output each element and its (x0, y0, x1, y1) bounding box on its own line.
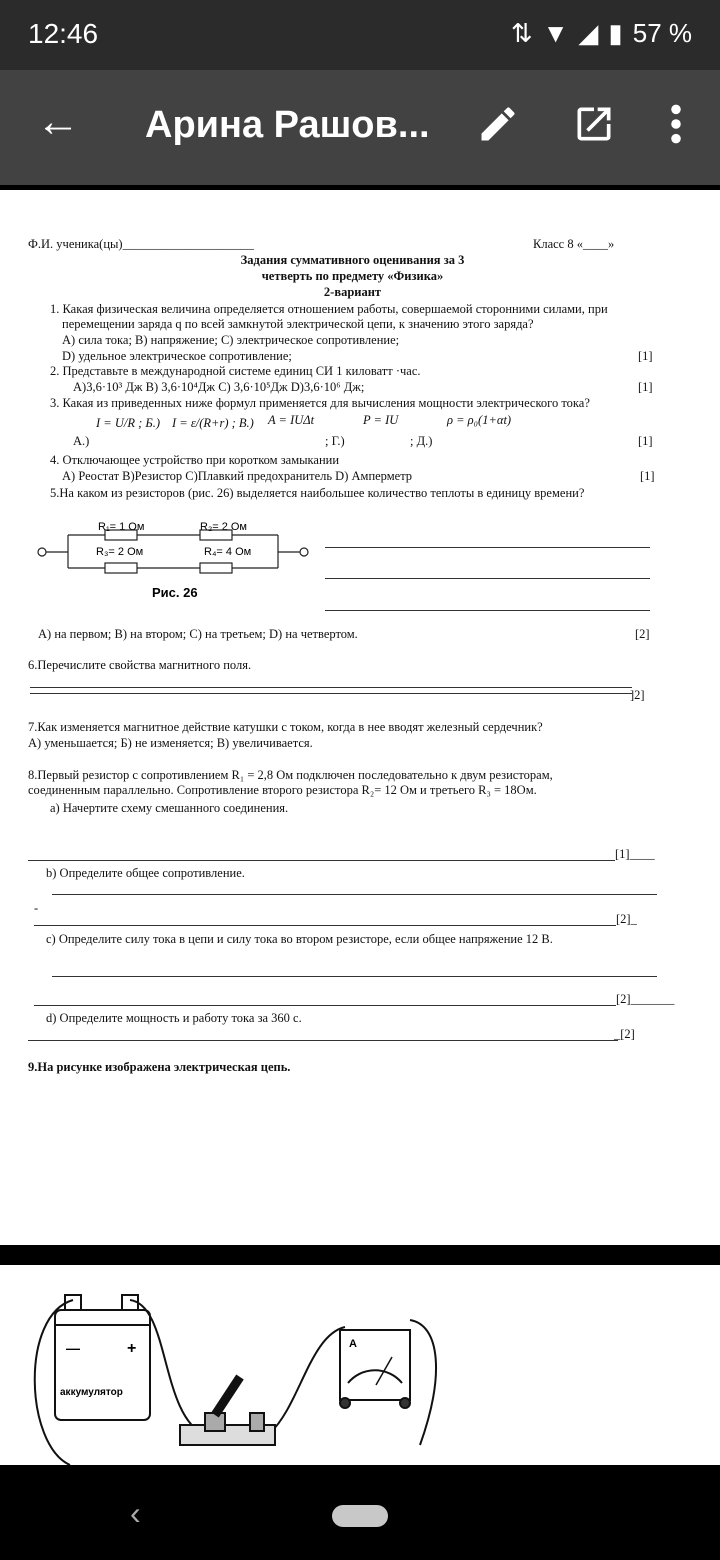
variant-label: 2-вариант (323, 285, 382, 299)
q8b-text: b) Определите общее сопротивление. (46, 866, 245, 880)
q2-options: А)3,6·10³ Дж В) 3,6·10⁴Дж С) 3,6·10⁵Дж D)3,6·10⁶ Дж; (73, 380, 365, 394)
answer-line (28, 1040, 618, 1041)
dash-mark: - (34, 901, 39, 915)
resistor-r2-label: R₂= 2 Ом (200, 521, 247, 533)
nav-back-button[interactable]: ‹ (130, 1495, 141, 1531)
q1-options: D) удельное электрическое сопротивление; (62, 349, 292, 363)
q4-text: 4. Отключающее устройство при коротком замыкании (50, 453, 340, 467)
q3-letter: ; Г.) (325, 434, 345, 448)
answer-line (52, 976, 657, 977)
q5-mark: [2] (635, 627, 650, 641)
answer-line (34, 1005, 616, 1006)
open-external-icon[interactable] (572, 102, 616, 146)
status-icons (511, 18, 692, 49)
document-title: Арина Рашов... (145, 104, 430, 146)
data-transfer-icon: ⇅ (510, 18, 533, 48)
q2-mark: [1] (638, 380, 653, 394)
q3-formula-e: ρ = ρ₀(1+αt) (447, 413, 512, 427)
q3-letter: ; Д.) (410, 434, 433, 448)
q3-formula-d: P = IU (363, 413, 399, 427)
battery-percent: 57 % (632, 18, 692, 48)
app-bar (0, 70, 720, 185)
answer-line (325, 610, 650, 611)
class-field: Класс 8 «____» (533, 237, 615, 251)
q1-options: А) сила тока; В) напряжение; С) электрическое сопротивление; (62, 333, 400, 347)
q3-formula-c: A = IUΔt (268, 413, 315, 427)
navigation-bar (0, 1465, 720, 1560)
answer-line (52, 894, 657, 895)
wifi-icon: ▼ (542, 18, 569, 48)
clock: 12:46 (28, 18, 99, 49)
q2-text: 2. Представьте в международной системе единиц СИ 1 киловатт ·час. (50, 364, 421, 378)
q8a-text: а) Начертите схему смешанного соединения. (50, 801, 289, 815)
q7-options: А) уменьшается; Б) не изменяется; В) увеличивается. (28, 736, 313, 750)
q1-mark: [1] (638, 349, 653, 363)
cell-signal-icon: ◢ (578, 18, 599, 48)
q8c-text: с) Определите силу тока в цепи и силу тока во втором резисторе, если общее напряжение 12 В. (46, 932, 553, 946)
q6-mark: ]2] (630, 688, 645, 702)
q3-formula-b: I = ε/(R+r) ; В.) (172, 416, 254, 430)
answer-line (325, 578, 650, 579)
document-page-2[interactable] (0, 1265, 720, 1465)
header-line-1: Задания суммативного оценивания за 3 (240, 253, 465, 267)
document-page[interactable] (0, 190, 720, 1245)
resistor-r1-label: R₁= 1 Ом (98, 521, 145, 533)
circuit-diagram (30, 512, 320, 612)
pencil-icon[interactable] (476, 102, 520, 146)
arrow-back-icon[interactable]: ← (36, 97, 80, 146)
q8b-mark: [2]_ (616, 912, 637, 926)
q5-options: А) на первом; В) на втором; С) на третьем; D) на четвертом. (38, 627, 358, 641)
more-vert-icon[interactable] (664, 102, 688, 146)
status-bar (0, 0, 720, 70)
q3-text: 3. Какая из приведенных ниже формул применяется для вычисления мощности электрического тока? (50, 396, 590, 410)
ammeter-label: A (349, 1338, 357, 1350)
q8d-mark: _[2] (614, 1027, 635, 1041)
q1-text: перемещении заряда q по всей замкнутой электрической цепи, к значению этого заряда? (62, 317, 534, 331)
q8-text: соединенным параллельно. Сопротивление второго резистора R₂= 12 Ом и третьего R₃ = 18Ом. (28, 783, 537, 797)
home-pill-button[interactable] (332, 1505, 388, 1527)
q8d-text: d) Определите мощность и работу тока за 360 с. (46, 1011, 302, 1025)
q3-formula-a: I = U/R ; Б.) (96, 416, 161, 430)
battery-minus-label: — (66, 1340, 80, 1356)
battery-plus-label: + (127, 1340, 137, 1357)
student-name-field: Ф.И. ученика(цы)_____________________ (28, 237, 254, 251)
q8c-mark: [2]_______ (616, 992, 675, 1006)
answer-line (28, 860, 615, 861)
answer-line (34, 925, 616, 926)
q7-text: 7.Как изменяется магнитное действие катушки с током, когда в нее вводят железный сердечник? (28, 720, 543, 734)
battery-label: аккумулятор (60, 1387, 123, 1398)
resistor-r4-label: R₄= 4 Ом (204, 546, 252, 558)
q4-options: А) Реостат В)Резистор С)Плавкий предохранитель D) Амперметр (62, 469, 413, 483)
q3-mark: [1] (638, 434, 653, 448)
q8a-mark: [1]____ (615, 847, 655, 861)
battery-icon: ▮ (608, 18, 623, 48)
header-line-2: четверть по предмету «Физика» (261, 269, 444, 283)
answer-line (30, 687, 632, 688)
answer-line (325, 547, 650, 548)
answer-line (30, 693, 632, 694)
q1-text: 1. Какая физическая величина определяется отношением работы, совершаемой сторонними силами, при (50, 302, 608, 316)
q4-mark: [1] (640, 469, 655, 483)
resistor-r3-label: R₃= 2 Ом (96, 546, 144, 558)
q9-text: 9.На рисунке изображена электрическая цепь. (28, 1060, 291, 1074)
q8-text: 8.Первый резистор с сопротивлением R₁ = 2,8 Ом подключен последовательно к двум резисторам, (28, 768, 553, 782)
circuit-illustration (0, 1265, 720, 1465)
q5-text: 5.На каком из резисторов (рис. 26) выделяется наибольшее количество теплоты в единицу времени? (50, 486, 585, 500)
q6-text: 6.Перечислите свойства магнитного поля. (28, 658, 252, 672)
q3-letter: А.) (73, 434, 90, 448)
figure-caption: Рис. 26 (152, 585, 198, 600)
